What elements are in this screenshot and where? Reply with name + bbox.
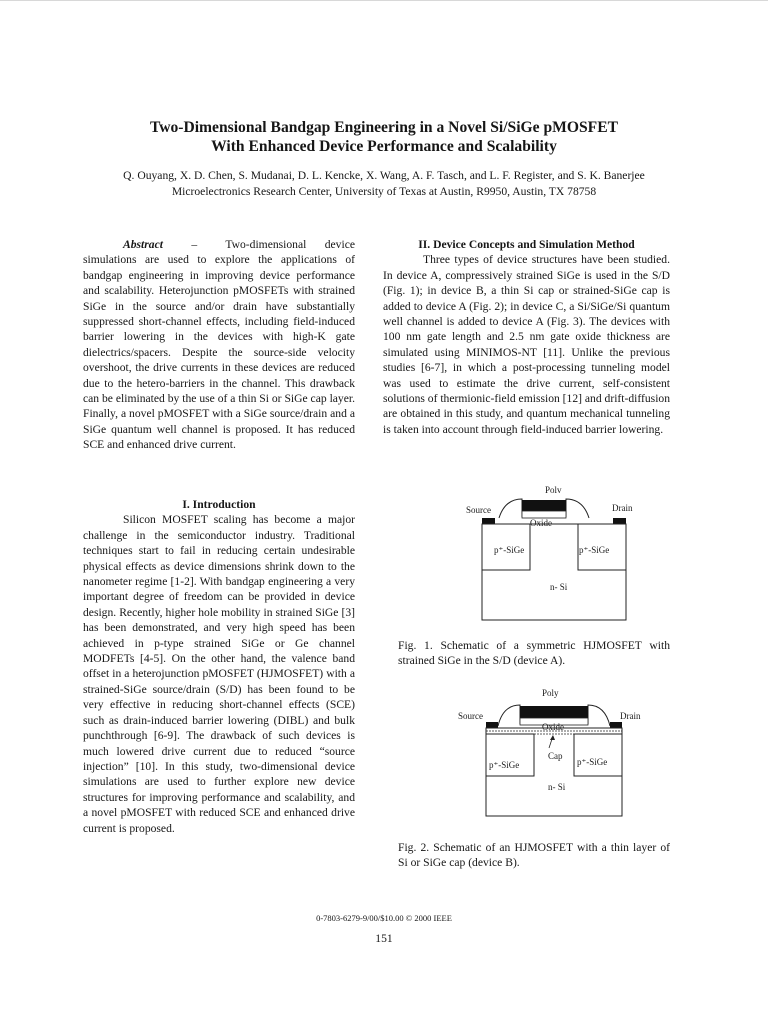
- abstract-label: Abstract: [123, 238, 163, 251]
- section-2-text: Three types of device structures have been studied. In device A, compressively strained SiGe is used in the S/D (Fig. 1); in device B, a thin Si cap or strained-SiGe cap is added to device A (Fig. 2); in device C, a Si/SiGe/Si quantum well channel is added to device A (Fig. 3). The devices with 100 nm gate length and 2.5 nm gate oxide thickness are simulated using MINIMOS-NT [11]. Unlike the previous studies [6-7], in which a post-processing tunneling model was used to estimate the drive current, self-consistent solutions of thermionic-field emission [12] and drift-diffusion are obtained in this study, and quantum mechanical tunneling is taken into account through field-induced barrier lowering.: [383, 253, 671, 436]
- copyright-footer: 0-7803-6279-9/00/$10.00 © 2000 IEEE: [316, 913, 452, 923]
- fig1-poly-label: Polv: [545, 485, 562, 495]
- fig2-substrate: [486, 728, 622, 816]
- fig1-source-contact: [482, 518, 495, 524]
- fig2-source-region-label: p⁺-SiGe: [489, 760, 520, 770]
- fig1-drain-label: Drain: [612, 503, 633, 513]
- fig2-schematic: [456, 686, 648, 818]
- author-affiliation: Microelectronics Research Center, University of Texas at Austin, R9950, Austin, TX 78758: [171, 185, 597, 198]
- fig2-source-contact: [486, 722, 498, 728]
- fig1-drain-region-label: p⁺-SiGe: [579, 545, 610, 555]
- page-top-rule: [0, 0, 768, 1]
- abstract-dash: –: [191, 238, 198, 251]
- fig2-drain-label: Drain: [620, 711, 641, 721]
- title-line-2: With Enhanced Device Performance and Scalability: [211, 138, 557, 155]
- fig1-source-region-label: p⁺-SiGe: [494, 545, 525, 555]
- fig1-oxide-label: Oxide: [530, 518, 552, 528]
- fig2-cap-arrowhead: [550, 735, 555, 740]
- fig1-substrate: [482, 524, 626, 620]
- intro-text: Silicon MOSFET scaling has become a major challenge in the semiconductor industry. Traditional techniques start to fail in reducing certain undesirable physical effects as device dimensions shrink down to the nanometer regime [1-2]. With bandgap engineering a very important degree of freedom can be provided in device design. Recently, higher hole mobility in strained SiGe [3] has been demonstrated, and very high speed has been achieved in p-type strained SiGe or Ge channel MODFETs [4-5]. On the other hand, the valence band offset in a heterojunction pMOSFET (HJMOSFET) with a strained-SiGe source/drain (S/D) has been found to be very effective in reducing short-channel effects (SCE) such as drain-induced barrier lowering (DIBL) and bulk punchthrough [6-9]. The drawback of such devices is much lowered drive current due to reduced “source injection” [10]. In this study, two-dimensional device simulations are used to further explore new device structures for improving performance and scalability, and a novel pMOSFET with reduced SCE and enhanced drive current is proposed.: [83, 513, 355, 835]
- abstract-section: [83, 237, 355, 453]
- title-line-1: Two-Dimensional Bandgap Engineering in a Novel Si/SiGe pMOSFET: [149, 119, 619, 136]
- fig1-left-spacer: [499, 499, 522, 518]
- abstract-paragraph: [83, 237, 355, 453]
- fig2-left-spacer: [498, 705, 520, 726]
- figure-2-caption: Fig. 2. Schematic of an HJMOSFET with a thin layer of Si or SiGe cap (device B).: [398, 841, 670, 870]
- introduction-section: [83, 497, 355, 836]
- fig2-drain-region-label: p⁺-SiGe: [577, 757, 608, 767]
- fig2-substrate-label: n- Si: [548, 782, 566, 792]
- fig2-poly-gate: [520, 706, 588, 718]
- fig1-schematic: [462, 483, 642, 623]
- figure-1: [462, 483, 642, 623]
- fig1-drain-contact: [613, 518, 626, 524]
- section-2: [383, 237, 670, 437]
- fig1-substrate-label: n- Si: [550, 582, 568, 592]
- author-names: Q. Ouyang, X. D. Chen, S. Mudanai, D. L. Kencke, X. Wang, A. F. Tasch, and L. F. Register, and S. K. Banerjee: [123, 169, 645, 182]
- fig2-drain-region: [574, 734, 622, 776]
- intro-heading: I. Introduction: [182, 498, 256, 511]
- section-2-heading: II. Device Concepts and Simulation Method: [418, 238, 635, 251]
- author-block: [30, 168, 738, 200]
- figure-2: [456, 686, 648, 818]
- fig2-source-label: Source: [458, 711, 483, 721]
- abstract-text: Two-dimensional device simulations are used to explore the applications of bandgap engineering in improving device performance and scalability. Heterojunction pMOSFETs with strained SiGe in the source and/or drain have substantially suppressed short-channel effects, including field-induced barrier lowering in the devices with high-K gate dielectrics/spacers. Despite the source-side velocity overshoot, the drive currents in these devices are reduced due to the hetero-barriers in the channel. This drawback can be eliminated by the use of a thin Si or SiGe cap layer. Finally, a novel pMOSFET with a SiGe source/drain and a SiGe quantum well channel is proposed. It has reduced SCE and enhanced drive current.: [83, 238, 355, 452]
- fig1-poly-gate: [522, 500, 566, 511]
- fig2-oxide-label: Oxide: [542, 722, 564, 732]
- fig2-drain-contact: [610, 722, 622, 728]
- fig2-right-spacer: [588, 705, 610, 726]
- fig2-poly-label: Poly: [542, 688, 559, 698]
- fig1-source-label: Source: [466, 505, 491, 515]
- paper-title: [60, 118, 708, 156]
- fig2-cap-label: Cap: [548, 751, 563, 761]
- fig1-right-spacer: [566, 499, 589, 518]
- figure-1-caption: Fig. 1. Schematic of a symmetric HJMOSFET with strained SiGe in the S/D (device A).: [398, 639, 670, 668]
- page-number: 151: [375, 932, 393, 945]
- fig1-oxide: [522, 511, 566, 518]
